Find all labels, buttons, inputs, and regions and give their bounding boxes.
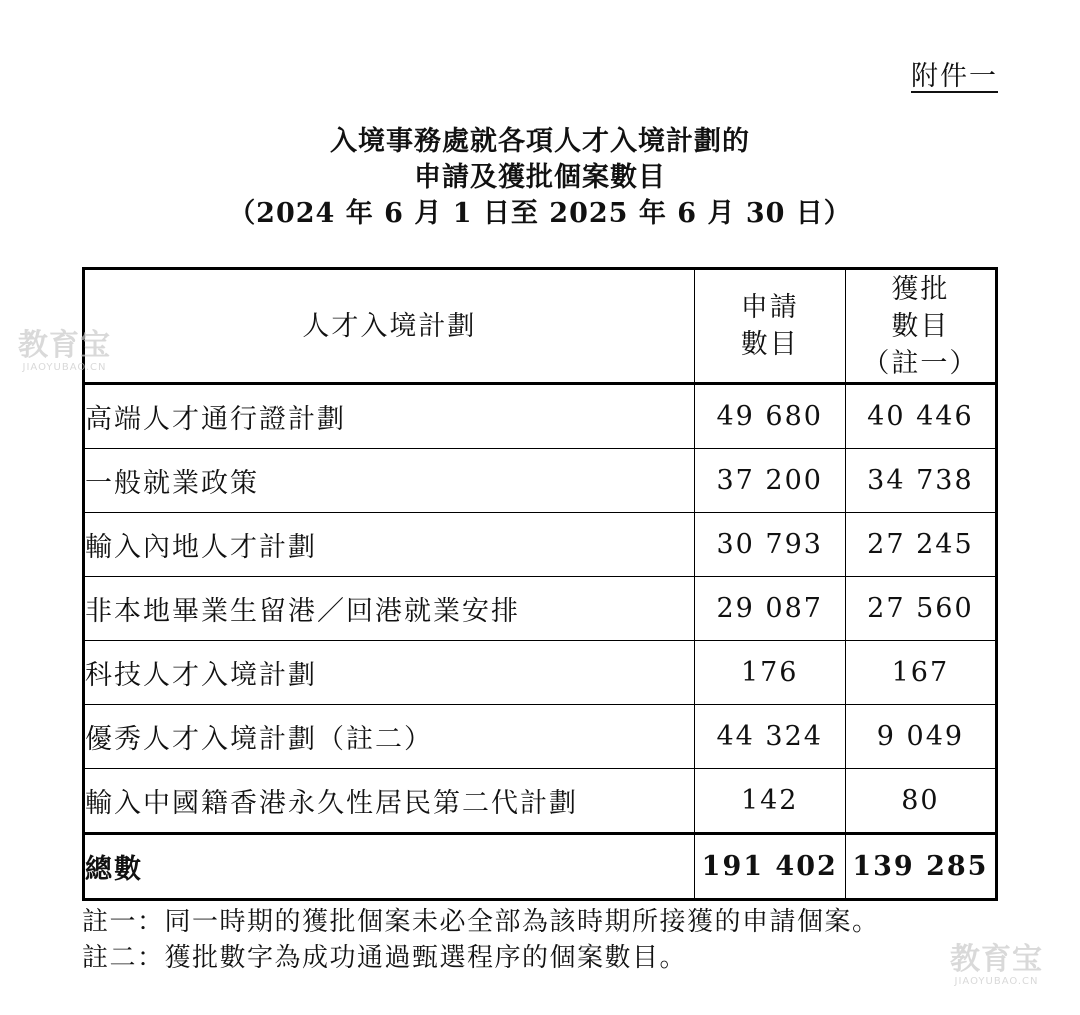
- scheme-name: 非本地畢業生留港／回港就業安排: [84, 577, 695, 641]
- applications-count: 49 680: [694, 384, 845, 449]
- table-row: [84, 577, 997, 641]
- approved-count: 9 049: [845, 705, 996, 769]
- header-approved-line-3: （註一）: [862, 347, 979, 379]
- scheme-name: 優秀人才入境計劃（註二）: [84, 705, 695, 769]
- watermark-url: JIAOYUBAO.CN: [954, 976, 1039, 987]
- header-approved-line-1: 獲批: [891, 273, 950, 305]
- scheme-name: 輸入內地人才計劃: [84, 513, 695, 577]
- title-line-2: 申請及獲批個案數目: [414, 162, 666, 193]
- watermark-logo-text: 教育宝: [950, 942, 1043, 977]
- scheme-name: 輸入中國籍香港永久性居民第二代計劃: [84, 769, 695, 834]
- approved-count: 27 245: [845, 513, 996, 577]
- total-row: [84, 834, 997, 900]
- applications-count: 30 793: [694, 513, 845, 577]
- table-header-row: [84, 269, 997, 384]
- table-row: [84, 769, 997, 834]
- document-title: [0, 124, 1080, 232]
- total-approved: 139 285: [845, 834, 996, 900]
- title-line-3: （2024 年 6 月 1 日至 2025 年 6 月 30 日）: [228, 198, 852, 229]
- approved-count: 167: [845, 641, 996, 705]
- applications-count: 37 200: [694, 449, 845, 513]
- watermark-left: [18, 330, 111, 373]
- applications-count: 176: [694, 641, 845, 705]
- footnote-1: 註一：同一時期的獲批個案未必全部為該時期所接獲的申請個案。: [82, 907, 880, 937]
- approved-count: 80: [845, 769, 996, 834]
- header-applications-line-2: 數目: [740, 329, 799, 360]
- applications-count: 44 324: [694, 705, 845, 769]
- scheme-name: 科技人才入境計劃: [84, 641, 695, 705]
- title-line-1: 入境事務處就各項人才入境計劃的: [330, 126, 750, 157]
- watermark-right: [950, 944, 1043, 987]
- footnote-2: 註二：獲批數字為成功通過甄選程序的個案數目。: [82, 943, 688, 973]
- footnotes: [82, 904, 880, 976]
- scheme-name: 一般就業政策: [84, 449, 695, 513]
- table-row: [84, 449, 997, 513]
- watermark-logo-text: 教育宝: [18, 328, 111, 363]
- table-row: [84, 705, 997, 769]
- schemes-table: [82, 267, 998, 901]
- total-applications: 191 402: [694, 834, 845, 900]
- approved-count: 40 446: [845, 384, 996, 449]
- header-approved: [845, 269, 996, 384]
- total-label: 總數: [84, 834, 695, 900]
- approved-count: 34 738: [845, 449, 996, 513]
- watermark-url: JIAOYUBAO.CN: [22, 362, 107, 373]
- table-row: [84, 641, 997, 705]
- header-applications-line-1: 申請: [740, 292, 799, 323]
- annex-label: 附件一: [911, 61, 998, 92]
- table-row: [84, 384, 997, 449]
- header-approved-line-2: 數目: [891, 310, 950, 342]
- applications-count: 142: [694, 769, 845, 834]
- header-scheme: 人才入境計劃: [84, 269, 695, 384]
- scheme-name: 高端人才通行證計劃: [84, 384, 695, 449]
- table-row: [84, 513, 997, 577]
- approved-count: 27 560: [845, 577, 996, 641]
- header-applications: [694, 269, 845, 384]
- applications-count: 29 087: [694, 577, 845, 641]
